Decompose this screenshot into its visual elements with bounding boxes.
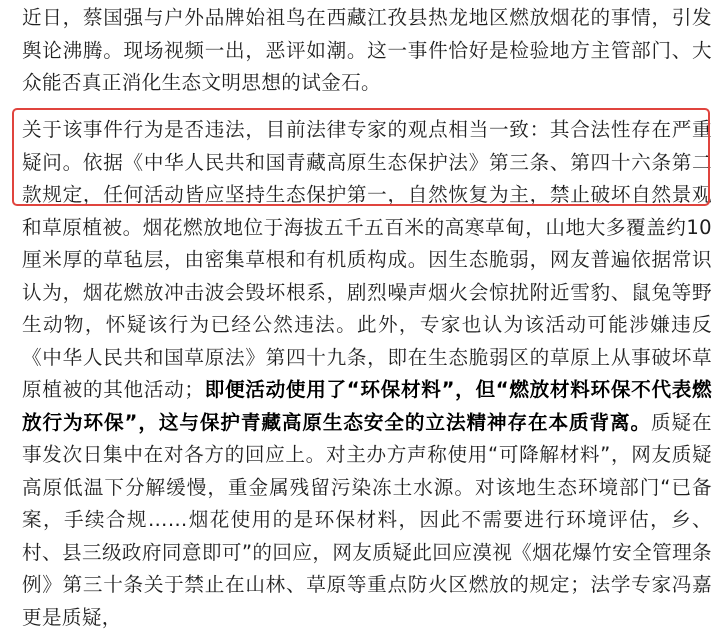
highlighted-legal-text: 关于该事件行为是否违法，目前法律专家的观点相当一致：其合法性存在严重疑问。依据《中华人民共和国青藏高原生态保护法》第三条、第四十六条第二款规定，任何活动皆应坚持生态保护第一，自然恢复为主，禁止破坏自然景观和草原植被。 <box>22 118 712 239</box>
bold-key-statement: 即便活动使用了“环保材料”，但“燃放材料环保不代表燃放行为环保”，这与保护青藏高原生态安全的立法精神存在本质背离。 <box>22 378 712 434</box>
paragraph-intro: 近日，蔡国强与户外品牌始祖鸟在西藏江孜县热龙地区燃放烟花的事情，引发舆论沸腾。现场视频一出，恶评如潮。这一事件恰好是检验地方主管部门、大众能否真正消化生态文明思想的试金石。 <box>22 6 712 94</box>
paragraph-text-a: 烟花燃放地位于海拔五千五百米的高寒草甸，山地大多覆盖约10厘米厚的草毡层，由密集草根和有机质构成。因生态脆弱，网友普遍依据常识认为，烟花燃放冲击波会毁坏根系，剧烈噪声烟火会惊扰附近雪豹、鼠兔等野生动物，怀疑该行为已经公然违法。此外，专家也认为该活动可能涉嫌违反《中华人民共和国草原法》第四十九条，即在生态脆弱区的草原上从事破坏草原植被的其他活动； <box>22 215 712 401</box>
paragraph-legal-analysis <box>0 114 712 634</box>
paragraph-text-b: 质疑在事发次日集中在对各方的回应上。对主办方声称使用“可降解材料”，网友质疑高原低温下分解缓慢，重金属残留污染冻土水源。对该地生态环境部门“已备案，手续合规……烟花使用的是环保材料，因此不需要进行环境评估，乡、村、县三级政府同意即可”的回应，网友质疑此回应漠视《烟花爆竹安全管理条例》第三十条关于禁止在山林、草原等重点防火区燃放的规定；法学专家冯嘉更是质疑， <box>22 410 712 629</box>
